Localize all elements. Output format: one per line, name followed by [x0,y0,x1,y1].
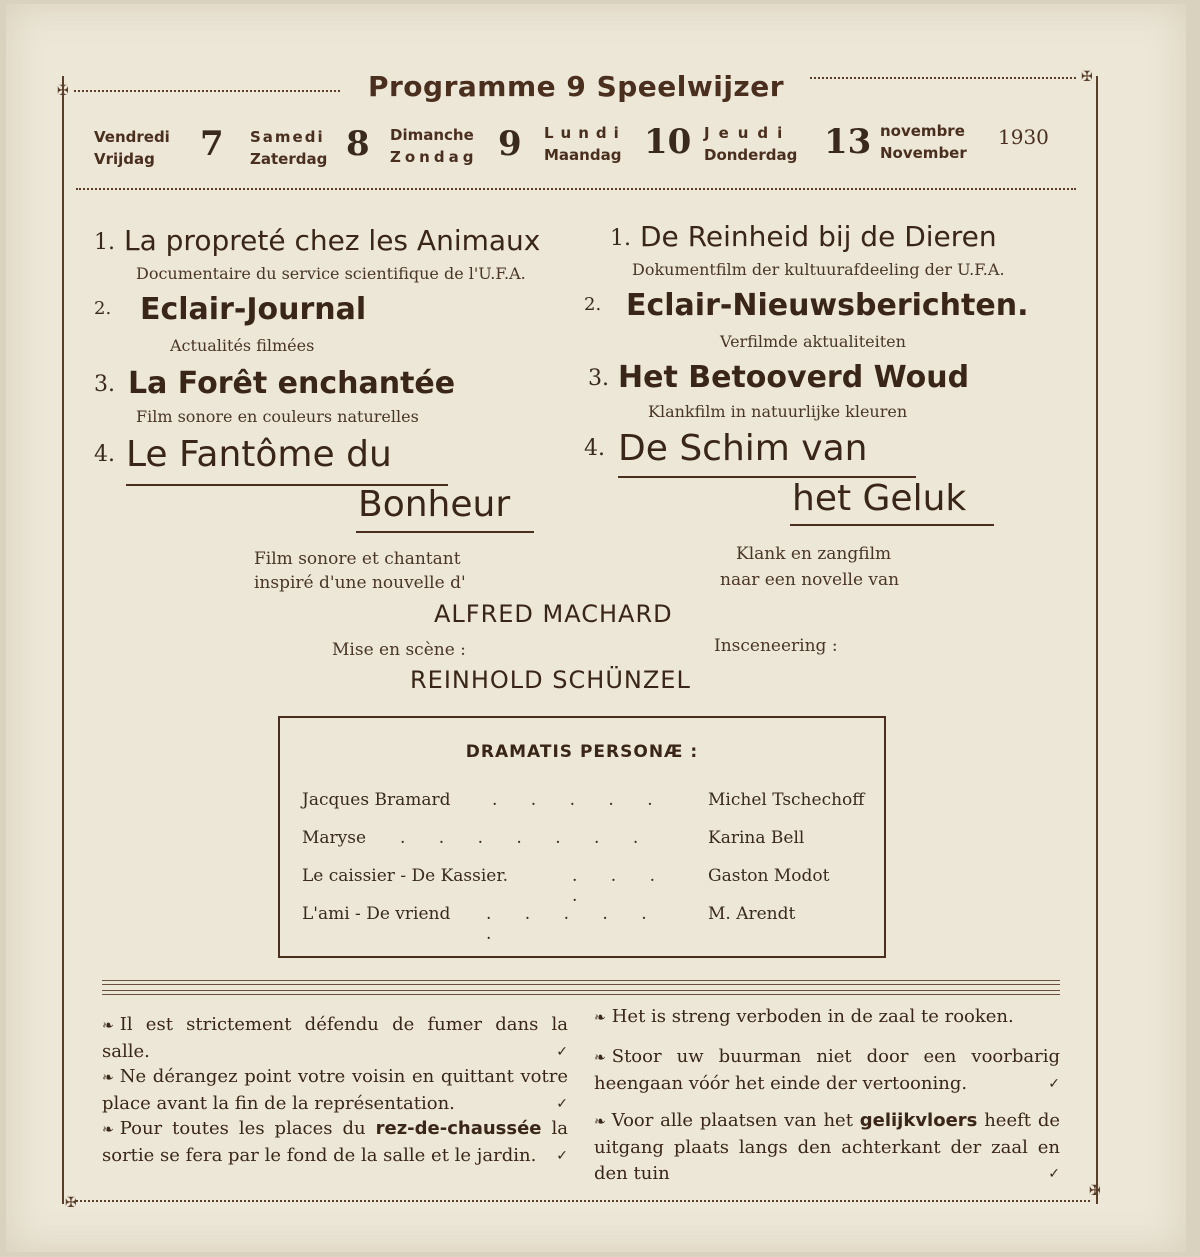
month-fr: novembre [880,122,965,140]
cast-title: DRAMATIS PERSONÆ : [465,742,699,762]
fleuron-icon: ❧ [102,1122,114,1138]
cast-role: Le caissier - De Kassier. [302,866,509,886]
notice-divider [102,980,1060,985]
day-fr: Lundi [544,124,626,142]
day-number: 9 [498,124,522,164]
notice-nl-3: ❧ Voor alle plaatsen van het gelijkvloers heeft de uitgang plaats langs den achterkant der zaal en den tuin ✓ [594,1108,1060,1187]
mise-en-scene-label: Mise en scène : [332,640,466,660]
notice-fr-2: ❧ Ne dérangez point votre voisin en quittant votre place avant la fin de la représentation. ✓ [102,1064,568,1117]
cast-role: L'ami - De vriend [302,904,451,924]
feature-desc-fr-line1: Film sonore et chantant [254,549,461,569]
feature-title-nl-line1: De Schim van [618,428,868,469]
item-number: 1. [610,226,631,251]
month-pair [880,120,967,164]
film-subtitle-nl-1: Dokumentfilm der kultuurafdeeling der U.F.A. [632,260,1005,279]
cast-dots: . . . . . [492,790,667,810]
day-pair [390,124,477,168]
author-name: ALFRED MACHARD [434,600,673,628]
item-number: 4. [584,436,605,461]
cast-dots: . . . . . . [486,904,661,944]
cast-actor: Karina Bell [708,828,805,848]
fleuron-icon: ❧ [594,1010,606,1026]
cast-row [302,866,872,906]
day-fr: Vendredi [94,128,170,146]
top-ornament-left [74,90,340,92]
fleuron-icon: ❧ [594,1050,606,1066]
director-name: REINHOLD SCHÜNZEL [410,666,691,694]
day-nl: Donderdag [704,146,798,164]
day-nl: Zondag [390,148,478,166]
notice-fr-1: ❧ Il est strictement défendu de fumer dans la salle. ✓ [102,1012,568,1065]
day-pair [250,126,327,170]
film-title-nl-3: Het Betooverd Woud [618,360,970,395]
day-fr: Jeudi [704,124,792,142]
feature-title-fr-line2: Bonheur [358,484,511,525]
cast-role: Jacques Bramard [302,790,451,810]
item-number: 2. [94,298,112,319]
cast-actor: M. Arendt [708,904,796,924]
year: 1930 [998,125,1049,149]
cast-actor: Michel Tschechoff [708,790,865,810]
film-subtitle-fr-2: Actualités filmées [170,336,315,355]
corner-ornament-icon: ✠ [1089,1183,1101,1199]
feature-desc-fr-line2: inspiré d'une nouvelle d' [254,573,466,593]
corner-ornament-icon: ✠ [1081,69,1093,85]
title-underline [356,531,534,533]
cast-row [302,828,872,852]
end-mark-icon: ✓ [556,1148,568,1164]
programme-page [6,4,1186,1252]
corner-ornament-icon: ✠ [65,1195,77,1211]
cast-dots: . . . . [572,866,670,906]
day-nl: Maandag [544,146,622,164]
feature-desc-nl-line1: Klank en zangfilm [736,544,892,564]
corner-ornament-icon: ✠ [57,83,69,99]
day-pair [94,126,170,170]
item-number: 3. [94,372,115,397]
day-nl: Zaterdag [250,150,328,168]
month-nl: November [880,144,967,162]
fleuron-icon: ❧ [594,1114,606,1130]
cast-role: Maryse [302,828,367,848]
end-mark-icon: ✓ [1048,1076,1060,1092]
end-mark-icon: ✓ [1048,1166,1060,1182]
notice-nl-1: ❧ Het is streng verboden in de zaal te rooken. [594,1006,1014,1027]
day-nl: Vrijdag [94,150,155,168]
feature-desc-nl-line2: naar een novelle van [720,570,900,590]
cast-row [302,790,872,814]
cast-row [302,904,872,944]
page-title: Programme 9 Speelwijzer [367,70,785,103]
film-title-nl-2: Eclair-Nieuwsberichten. [626,288,1029,323]
end-mark-icon: ✓ [556,1096,568,1112]
film-title-fr-2: Eclair-Journal [140,292,367,327]
film-title-nl-1: De Reinheid bij de Dieren [640,220,997,253]
cast-actor: Gaston Modot [708,866,830,886]
header-ornament-divider [76,188,1076,190]
film-title-fr-1: La propreté chez les Animaux [124,224,541,257]
fleuron-icon: ❧ [102,1018,114,1034]
day-number: 7 [200,124,224,164]
day-fr: Dimanche [390,126,474,144]
item-number: 1. [94,230,115,255]
feature-title-nl-line2: het Geluk [792,478,967,519]
day-number: 10 [644,122,692,162]
day-number: 8 [346,124,370,164]
item-number: 2. [584,294,602,315]
end-mark-icon: ✓ [556,1044,568,1060]
notice-nl-2: ❧ Stoor uw buurman niet door een voorbarig heengaan vóór het einde der vertooning. ✓ [594,1044,1060,1097]
notice-fr-3: ❧ Pour toutes les places du rez-de-chaussée la sortie se fera par le fond de la salle et le jardin. ✓ [102,1116,568,1169]
film-subtitle-nl-3: Klankfilm in natuurlijke kleuren [648,402,908,421]
day-fr: Samedi [250,128,325,146]
title-underline [790,524,994,526]
day-number: 13 [824,122,872,162]
notice-divider [102,990,1060,995]
date-row [94,120,1074,170]
feature-title-fr-line1: Le Fantôme du [126,434,392,475]
top-ornament-right [810,77,1076,79]
film-subtitle-fr-1: Documentaire du service scientifique de l'U.F.A. [136,264,526,283]
day-pair [544,122,626,166]
cast-dots: . . . . . . . [400,828,653,848]
day-pair [704,122,797,166]
film-subtitle-nl-2: Verfilmde aktualiteiten [720,332,906,351]
film-title-fr-3: La Forêt enchantée [128,366,456,401]
bottom-ornament [76,1200,1090,1202]
dramatis-personae-box [278,716,886,958]
fleuron-icon: ❧ [102,1070,114,1086]
item-number: 4. [94,442,115,467]
insceneering-label: Insceneering : [714,636,838,656]
item-number: 3. [588,366,609,391]
film-subtitle-fr-3: Film sonore en couleurs naturelles [136,407,419,426]
